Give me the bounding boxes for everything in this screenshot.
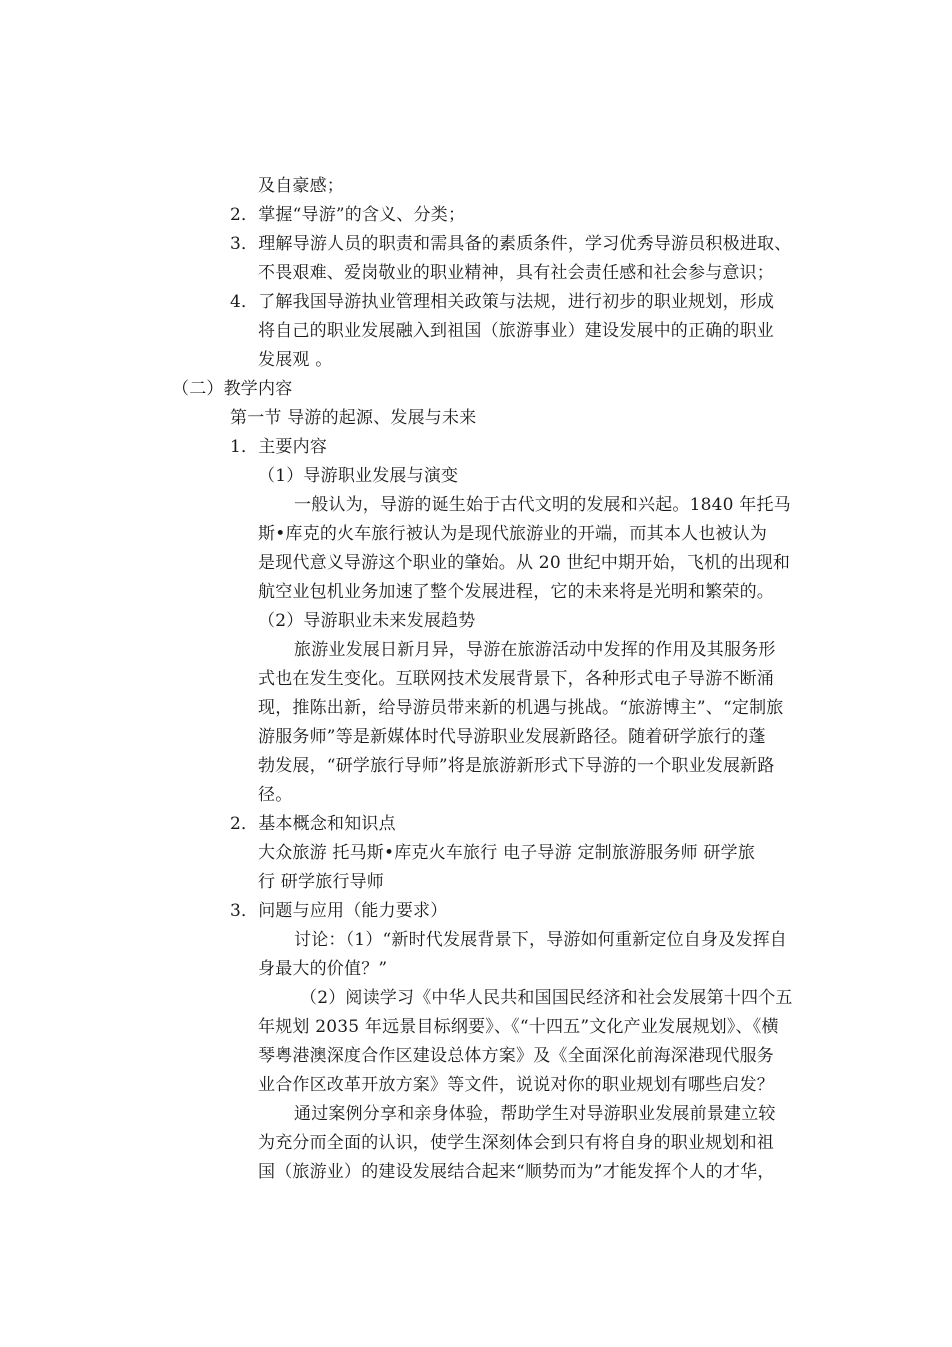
- text-line: 现，推陈出新，给导游员带来新的机遇与挑战。“旅游博主”、“定制旅: [258, 698, 784, 718]
- text-line: （2）阅读学习《中华人民共和国国民经济和社会发展第十四个五: [300, 988, 793, 1008]
- text-line: 航空业包机业务加速了整个发展进程，它的未来将是光明和繁荣的。: [258, 582, 774, 602]
- text-line: 不畏艰难、爱岗敬业的职业精神，具有社会责任感和社会参与意识；: [258, 263, 774, 283]
- text-line: 行 研学旅行导师: [258, 872, 385, 892]
- text-line: 勃发展，“研学旅行导师”将是旅游新形式下导游的一个职业发展新路: [258, 756, 775, 776]
- text-line: 及自豪感；: [258, 176, 344, 196]
- text-line: 游服务师”等是新媒体时代导游职业发展新路径。随着研学旅行的蓬: [258, 727, 766, 747]
- text-line: 式也在发生变化。互联网技术发展背景下，各种形式电子导游不断涌: [258, 669, 774, 689]
- text-line: 为充分而全面的认识，使学生深刻体会到只有将自身的职业规划和祖: [258, 1133, 774, 1153]
- text-line: 身最大的价值？”: [258, 959, 388, 979]
- text-line: 3．理解导游人员的职责和需具备的素质条件，学习优秀导游员积极进取、: [230, 234, 792, 254]
- subheading: （1）导游职业发展与演变: [258, 466, 459, 486]
- text-line: 径。: [258, 785, 293, 805]
- text-line: 一般认为，导游的诞生始于古代文明的发展和兴起。1840 年托马: [294, 495, 791, 515]
- subheading: 2．基本概念和知识点: [230, 814, 396, 834]
- text-line: 是现代意义导游这个职业的肇始。从 20 世纪中期开始，飞机的出现和: [258, 553, 791, 573]
- text-line: 国（旅游业）的建设发展结合起来“顺势而为”才能发挥个人的才华，: [258, 1162, 775, 1182]
- text-line: 讨论：（1）“新时代发展背景下，导游如何重新定位自身及发挥自: [294, 930, 788, 950]
- text-line: 发展观 。: [258, 350, 333, 370]
- subheading: （2）导游职业未来发展趋势: [258, 611, 476, 631]
- section-heading: （二）教学内容: [172, 379, 293, 399]
- subheading: 1．主要内容: [230, 437, 328, 457]
- text-line: 斯•库克的火车旅行被认为是现代旅游业的开端，而其本人也被认为: [258, 524, 768, 544]
- text-line: 琴粤港澳深度合作区建设总体方案》及《全面深化前海深港现代服务: [258, 1046, 774, 1066]
- text-line: 4．了解我国导游执业管理相关政策与法规，进行初步的职业规划，形成: [230, 292, 775, 312]
- text-line: 通过案例分享和亲身体验，帮助学生对导游职业发展前景建立较: [294, 1104, 776, 1124]
- text-line: 业合作区改革开放方案》等文件，说说对你的职业规划有哪些启发？: [258, 1075, 774, 1095]
- text-line: 2．掌握“导游”的含义、分类；: [230, 205, 466, 225]
- text-line: 旅游业发展日新月异，导游在旅游活动中发挥的作用及其服务形: [294, 640, 776, 660]
- text-line: 年规划 2035 年远景目标纲要》、《“十四五”文化产业发展规划》、《横: [258, 1017, 779, 1037]
- section-title: 第一节 导游的起源、发展与未来: [230, 408, 477, 428]
- text-line: 将自己的职业发展融入到祖国（旅游事业）建设发展中的正确的职业: [258, 321, 774, 341]
- subheading: 3．问题与应用（能力要求）: [230, 901, 448, 921]
- text-line: 大众旅游 托马斯•库克火车旅行 电子导游 定制旅游服务师 研学旅: [258, 843, 756, 863]
